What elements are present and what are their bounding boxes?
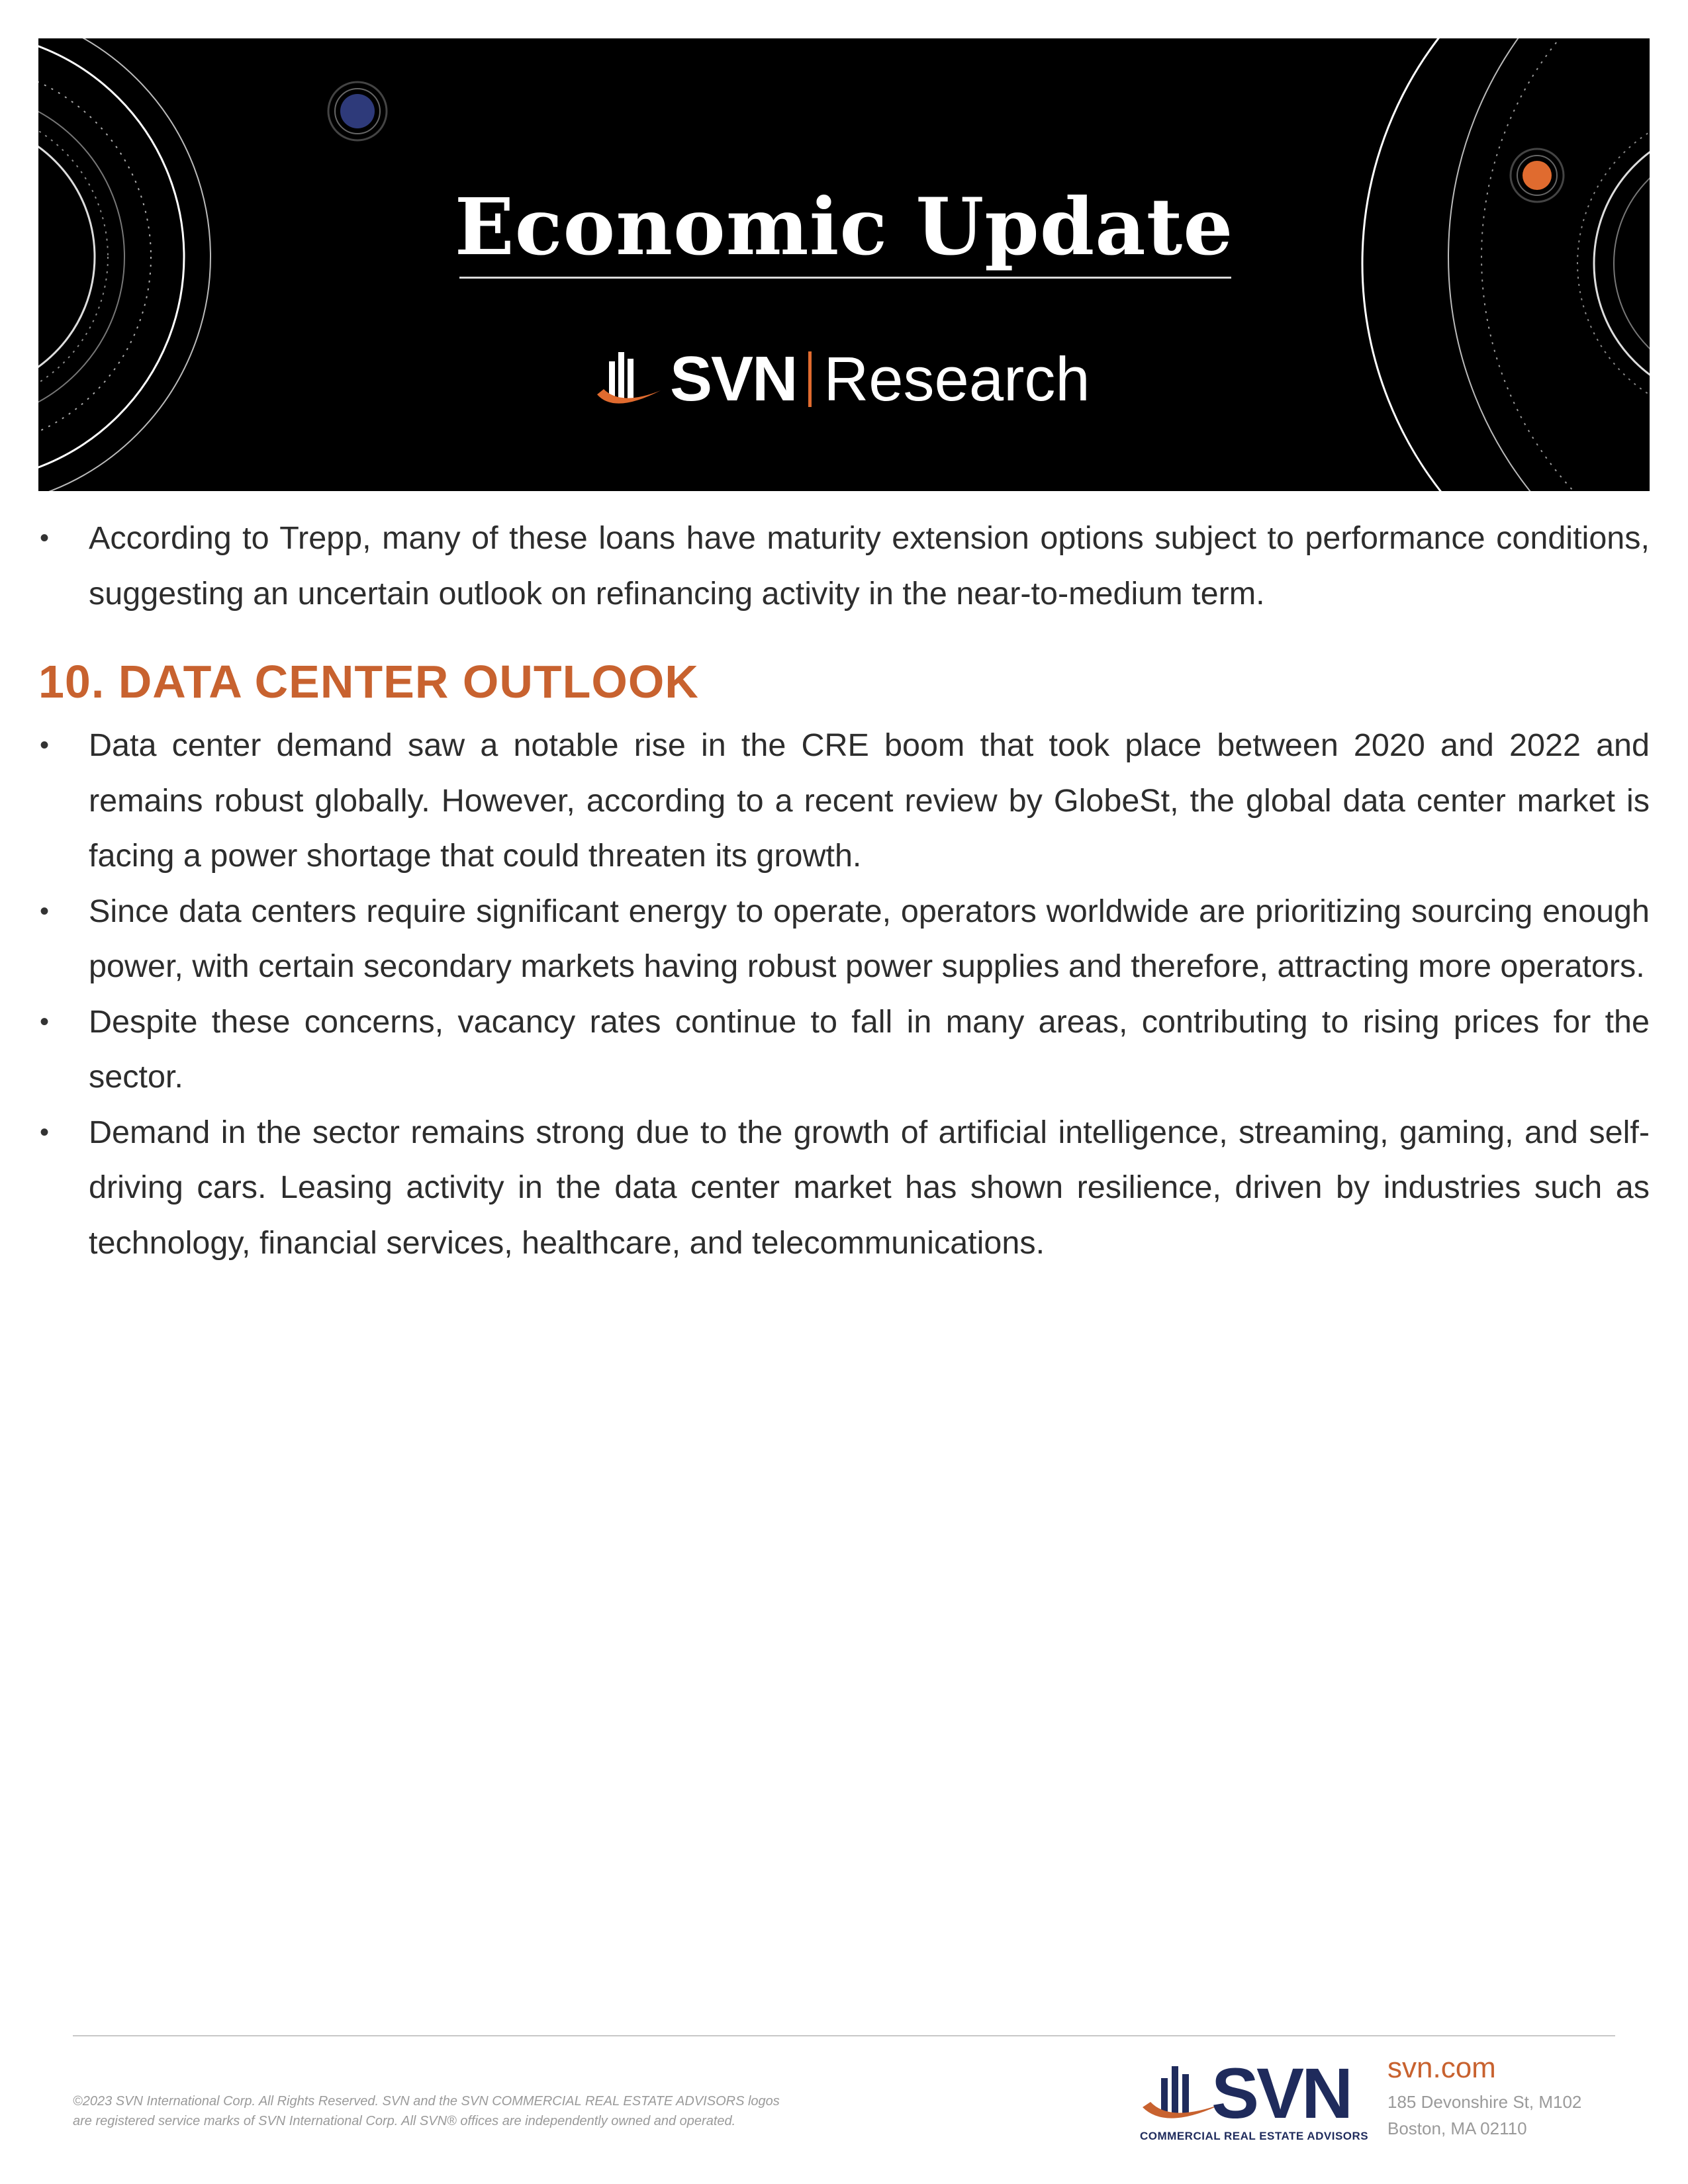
list-item: • According to Trepp, many of these loans have maturity extension options subject to performance conditions, suggesting an uncertain outlook on refinancing activity in the near-to-medium term. [38, 511, 1650, 621]
list-item: • Demand in the sector remains strong due to the growth of artificial intelligence, streaming, gaming, and self-driving cars. Leasing activity in the data center market has shown resilience, driven by industries such as technology, financial services, healthcare, and telecommunications. [38, 1105, 1650, 1271]
svn-research-logo [594, 330, 1090, 429]
bullet-icon: • [40, 1007, 50, 1036]
address: 185 Devonshire St, M102 Boston, MA 02110 [1387, 2092, 1582, 2138]
svn-bars-icon [594, 343, 667, 416]
bullet-icon: • [40, 896, 50, 926]
list-item: • Since data centers require significant energy to operate, operators worldwide are prioritizing sourcing enough power, with certain secondary markets having robust power supplies and therefore, attracting more operators. [38, 884, 1650, 995]
contact-info [1387, 2052, 1581, 2142]
svn-logo-icon [1137, 2052, 1362, 2130]
section-heading: 10. DATA CENTER OUTLOOK [38, 656, 699, 707]
bullet-icon: • [40, 731, 50, 760]
blue-orbit-dot [340, 94, 375, 128]
data-center-section [38, 718, 1650, 1271]
page-title: Economic Update [454, 181, 1234, 273]
bullet-icon: • [40, 523, 50, 553]
list-item: • Data center demand saw a notable rise in the CRE boom that took place between 2020 and 2022 and remains robust globally. However, according to a recent review by GlobeSt, the global data center market is facing a power shortage that could threaten its growth. [38, 718, 1650, 884]
logo-subtitle: Research [823, 344, 1090, 414]
header-banner [38, 38, 1650, 491]
svn-footer-logo [1137, 2052, 1369, 2144]
bullet-icon: • [40, 1117, 50, 1147]
intro-section [38, 511, 1650, 621]
list-item: • Despite these concerns, vacancy rates continue to fall in many areas, contributing to rising prices for the sector. [38, 995, 1650, 1105]
title-divider [459, 277, 1231, 279]
website-link[interactable]: svn.com [1387, 2052, 1496, 2084]
logo-separator [808, 351, 812, 407]
footer-divider [73, 2035, 1615, 2036]
copyright-notice: ©2023 SVN International Corp. All Rights Reserved. SVN and the SVN COMMERCIAL REAL ESTATE ADVISORS logos are registered service marks of SVN International Corp. All SVN® offices are independently owned and operated. [73, 2094, 780, 2128]
svg-text:SVN: SVN [1211, 2053, 1351, 2130]
logo-wordmark: SVN [670, 343, 797, 414]
logo-tagline: COMMERCIAL REAL ESTATE ADVISORS [1140, 2130, 1369, 2142]
